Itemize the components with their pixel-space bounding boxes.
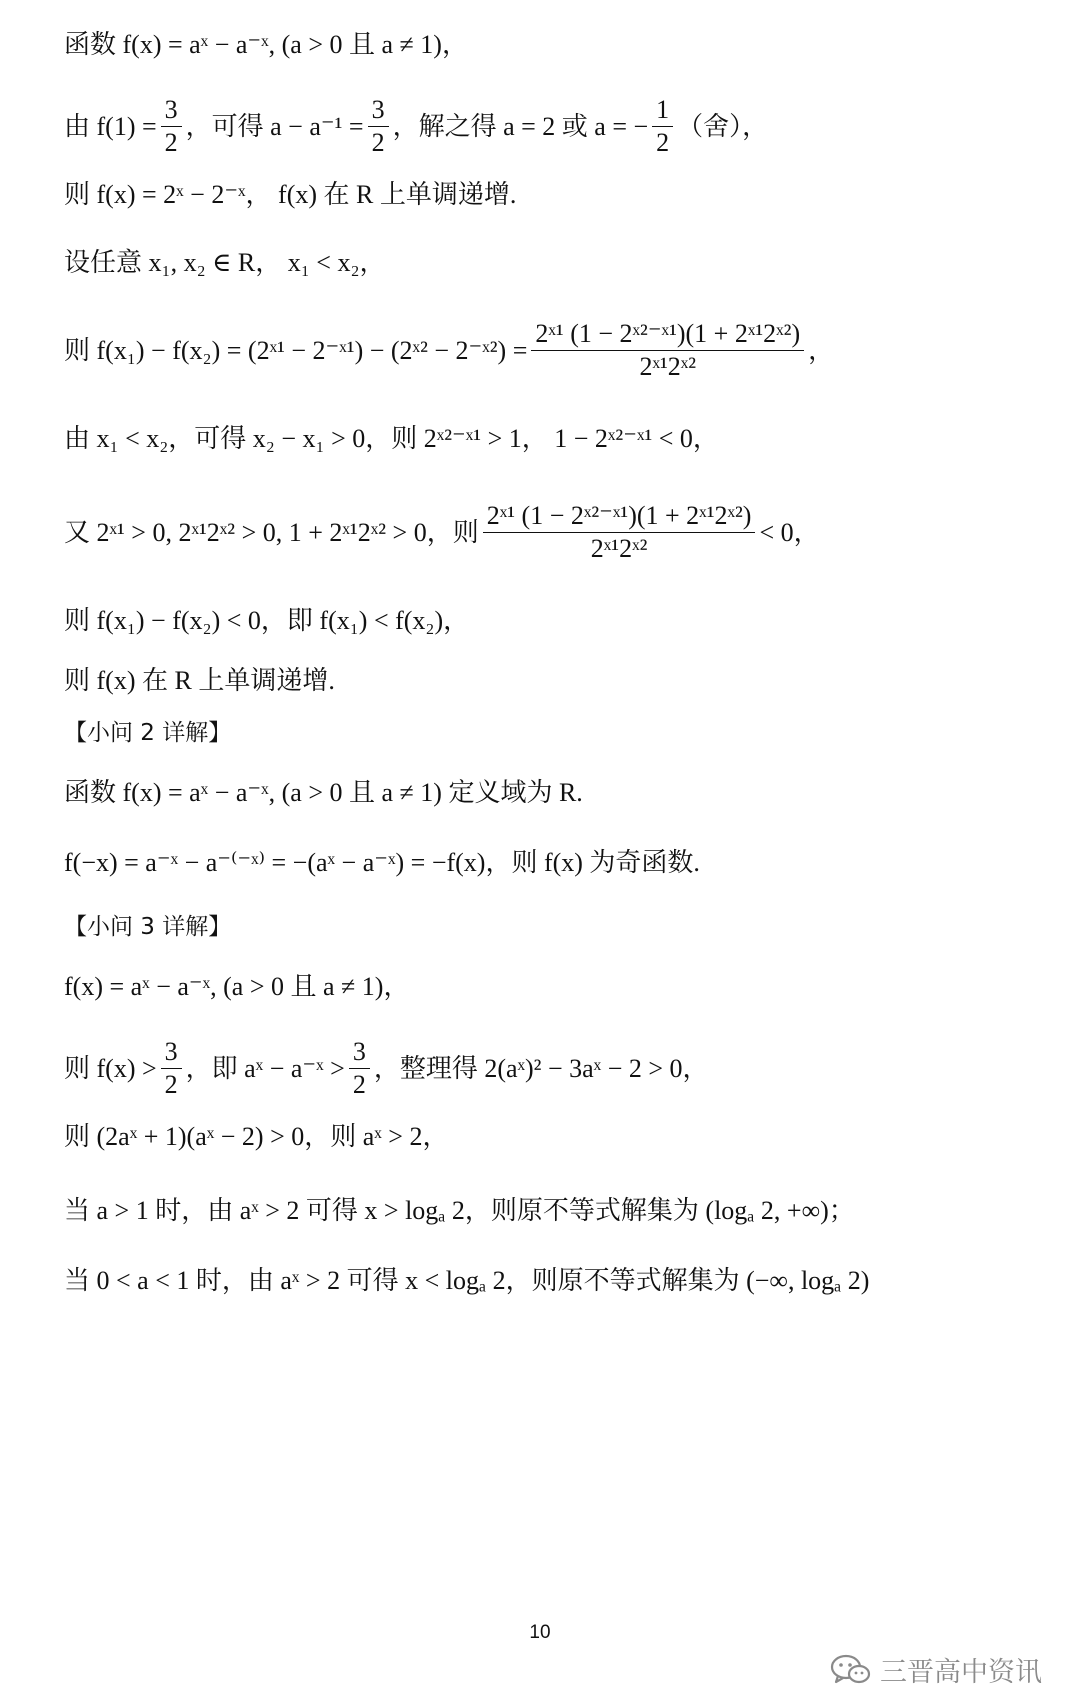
line-f-expression: 则 f(x) = 2ˣ − 2⁻ˣ， f(x) 在 R 上单调递增. bbox=[64, 180, 517, 209]
line-case-a-greater-1: 当 a > 1 时，由 aˣ > 2 可得 x > logₐ 2，则原不等式解集为 (logₐ 2, +∞)； bbox=[64, 1196, 855, 1225]
line-function-restate: f(x) = aˣ − a⁻ˣ, (a > 0 且 a ≠ 1)， bbox=[64, 972, 410, 1001]
text-segment: ，解之得 a = 2 或 a = − bbox=[392, 111, 649, 141]
line-sign-analysis: 由 x₁ < x₂，可得 x₂ − x₁ > 0，则 2ˣ²⁻ˣ¹ > 1， 1 − 2ˣ²⁻ˣ¹ < 0， bbox=[64, 424, 719, 453]
fraction-three-halves: $\frac{3}{2}$ bbox=[349, 1036, 370, 1101]
line-odd-function: f(−x) = a⁻ˣ − a⁻⁽⁻ˣ⁾ = −(aˣ − a⁻ˣ) = −f(x)，则 f(x) 为奇函数. bbox=[64, 848, 700, 877]
wechat-icon bbox=[830, 1653, 872, 1687]
section-heading-part-2: 【小问 2 详解】 bbox=[64, 720, 232, 746]
watermark-text: 三晋高中资讯 bbox=[880, 1657, 1042, 1688]
line-arbitrary-x: 设任意 x₁, x₂ ∈ R， x₁ < x₂， bbox=[64, 248, 386, 277]
fraction-one-half: $\frac{1}{2}$ bbox=[652, 94, 673, 159]
text-segment: ，可得 a − a⁻¹ = bbox=[185, 111, 364, 141]
line-solve-a bbox=[64, 94, 1040, 159]
line-domain: 函数 f(x) = aˣ − a⁻ˣ, (a > 0 且 a ≠ 1) 定义域为 R. bbox=[64, 778, 583, 807]
line-monotonic: 则 f(x) 在 R 上单调递增. bbox=[64, 666, 335, 695]
page-number: 10 bbox=[529, 1622, 551, 1643]
fraction-three-halves: $\frac{3}{2}$ bbox=[161, 94, 182, 159]
text-segment: ，整理得 2(aˣ)² − 3aˣ − 2 > 0， bbox=[373, 1053, 709, 1083]
line-factored: 则 (2aˣ + 1)(aˣ − 2) > 0，则 aˣ > 2， bbox=[64, 1122, 449, 1151]
line-case-a-less-1: 当 0 < a < 1 时，由 aˣ > 2 可得 x < logₐ 2，则原不等式解集为 (−∞, logₐ 2) bbox=[64, 1266, 870, 1295]
text-segment: 则 f(x₁) − f(x₂) = (2ˣ¹ − 2⁻ˣ¹) − (2ˣ² − 2⁻ˣ²) = bbox=[64, 335, 528, 365]
text-segment: ， bbox=[808, 335, 835, 365]
fraction-difference: $\frac{\text{2ˣ¹ (1 − 2ˣ²⁻ˣ¹)(1 + 2ˣ¹2ˣ²)}}{\text{2ˣ¹2ˣ²}}$ bbox=[531, 318, 804, 383]
line-function-definition: 函数 f(x) = aˣ − a⁻ˣ, (a > 0 且 a ≠ 1)， bbox=[64, 30, 468, 59]
text-segment: ，即 aˣ − a⁻ˣ > bbox=[185, 1053, 345, 1083]
fraction-three-halves: $\frac{3}{2}$ bbox=[368, 94, 389, 159]
text-segment: 则 f(x) > bbox=[64, 1053, 157, 1083]
fraction-three-halves: $\frac{3}{2}$ bbox=[161, 1036, 182, 1101]
fraction-sign: $\frac{\text{2ˣ¹ (1 − 2ˣ²⁻ˣ¹)(1 + 2ˣ¹2ˣ²)}}{\text{2ˣ¹2ˣ²}}$ bbox=[483, 500, 756, 565]
text-segment: < 0， bbox=[759, 517, 820, 547]
text-segment: （舍）， bbox=[677, 111, 769, 141]
text-segment: 由 f(1) = bbox=[64, 111, 157, 141]
text-segment: 又 2ˣ¹ > 0, 2ˣ¹2ˣ² > 0, 1 + 2ˣ¹2ˣ² > 0，则 bbox=[64, 517, 479, 547]
line-difference bbox=[64, 318, 1040, 383]
line-inequality-setup bbox=[64, 1036, 1040, 1101]
watermark bbox=[830, 1650, 1042, 1689]
line-fraction-negative bbox=[64, 500, 1040, 565]
line-conclusion-inequality: 则 f(x₁) − f(x₂) < 0，即 f(x₁) < f(x₂)， bbox=[64, 606, 470, 635]
section-heading-part-3: 【小问 3 详解】 bbox=[64, 914, 232, 940]
